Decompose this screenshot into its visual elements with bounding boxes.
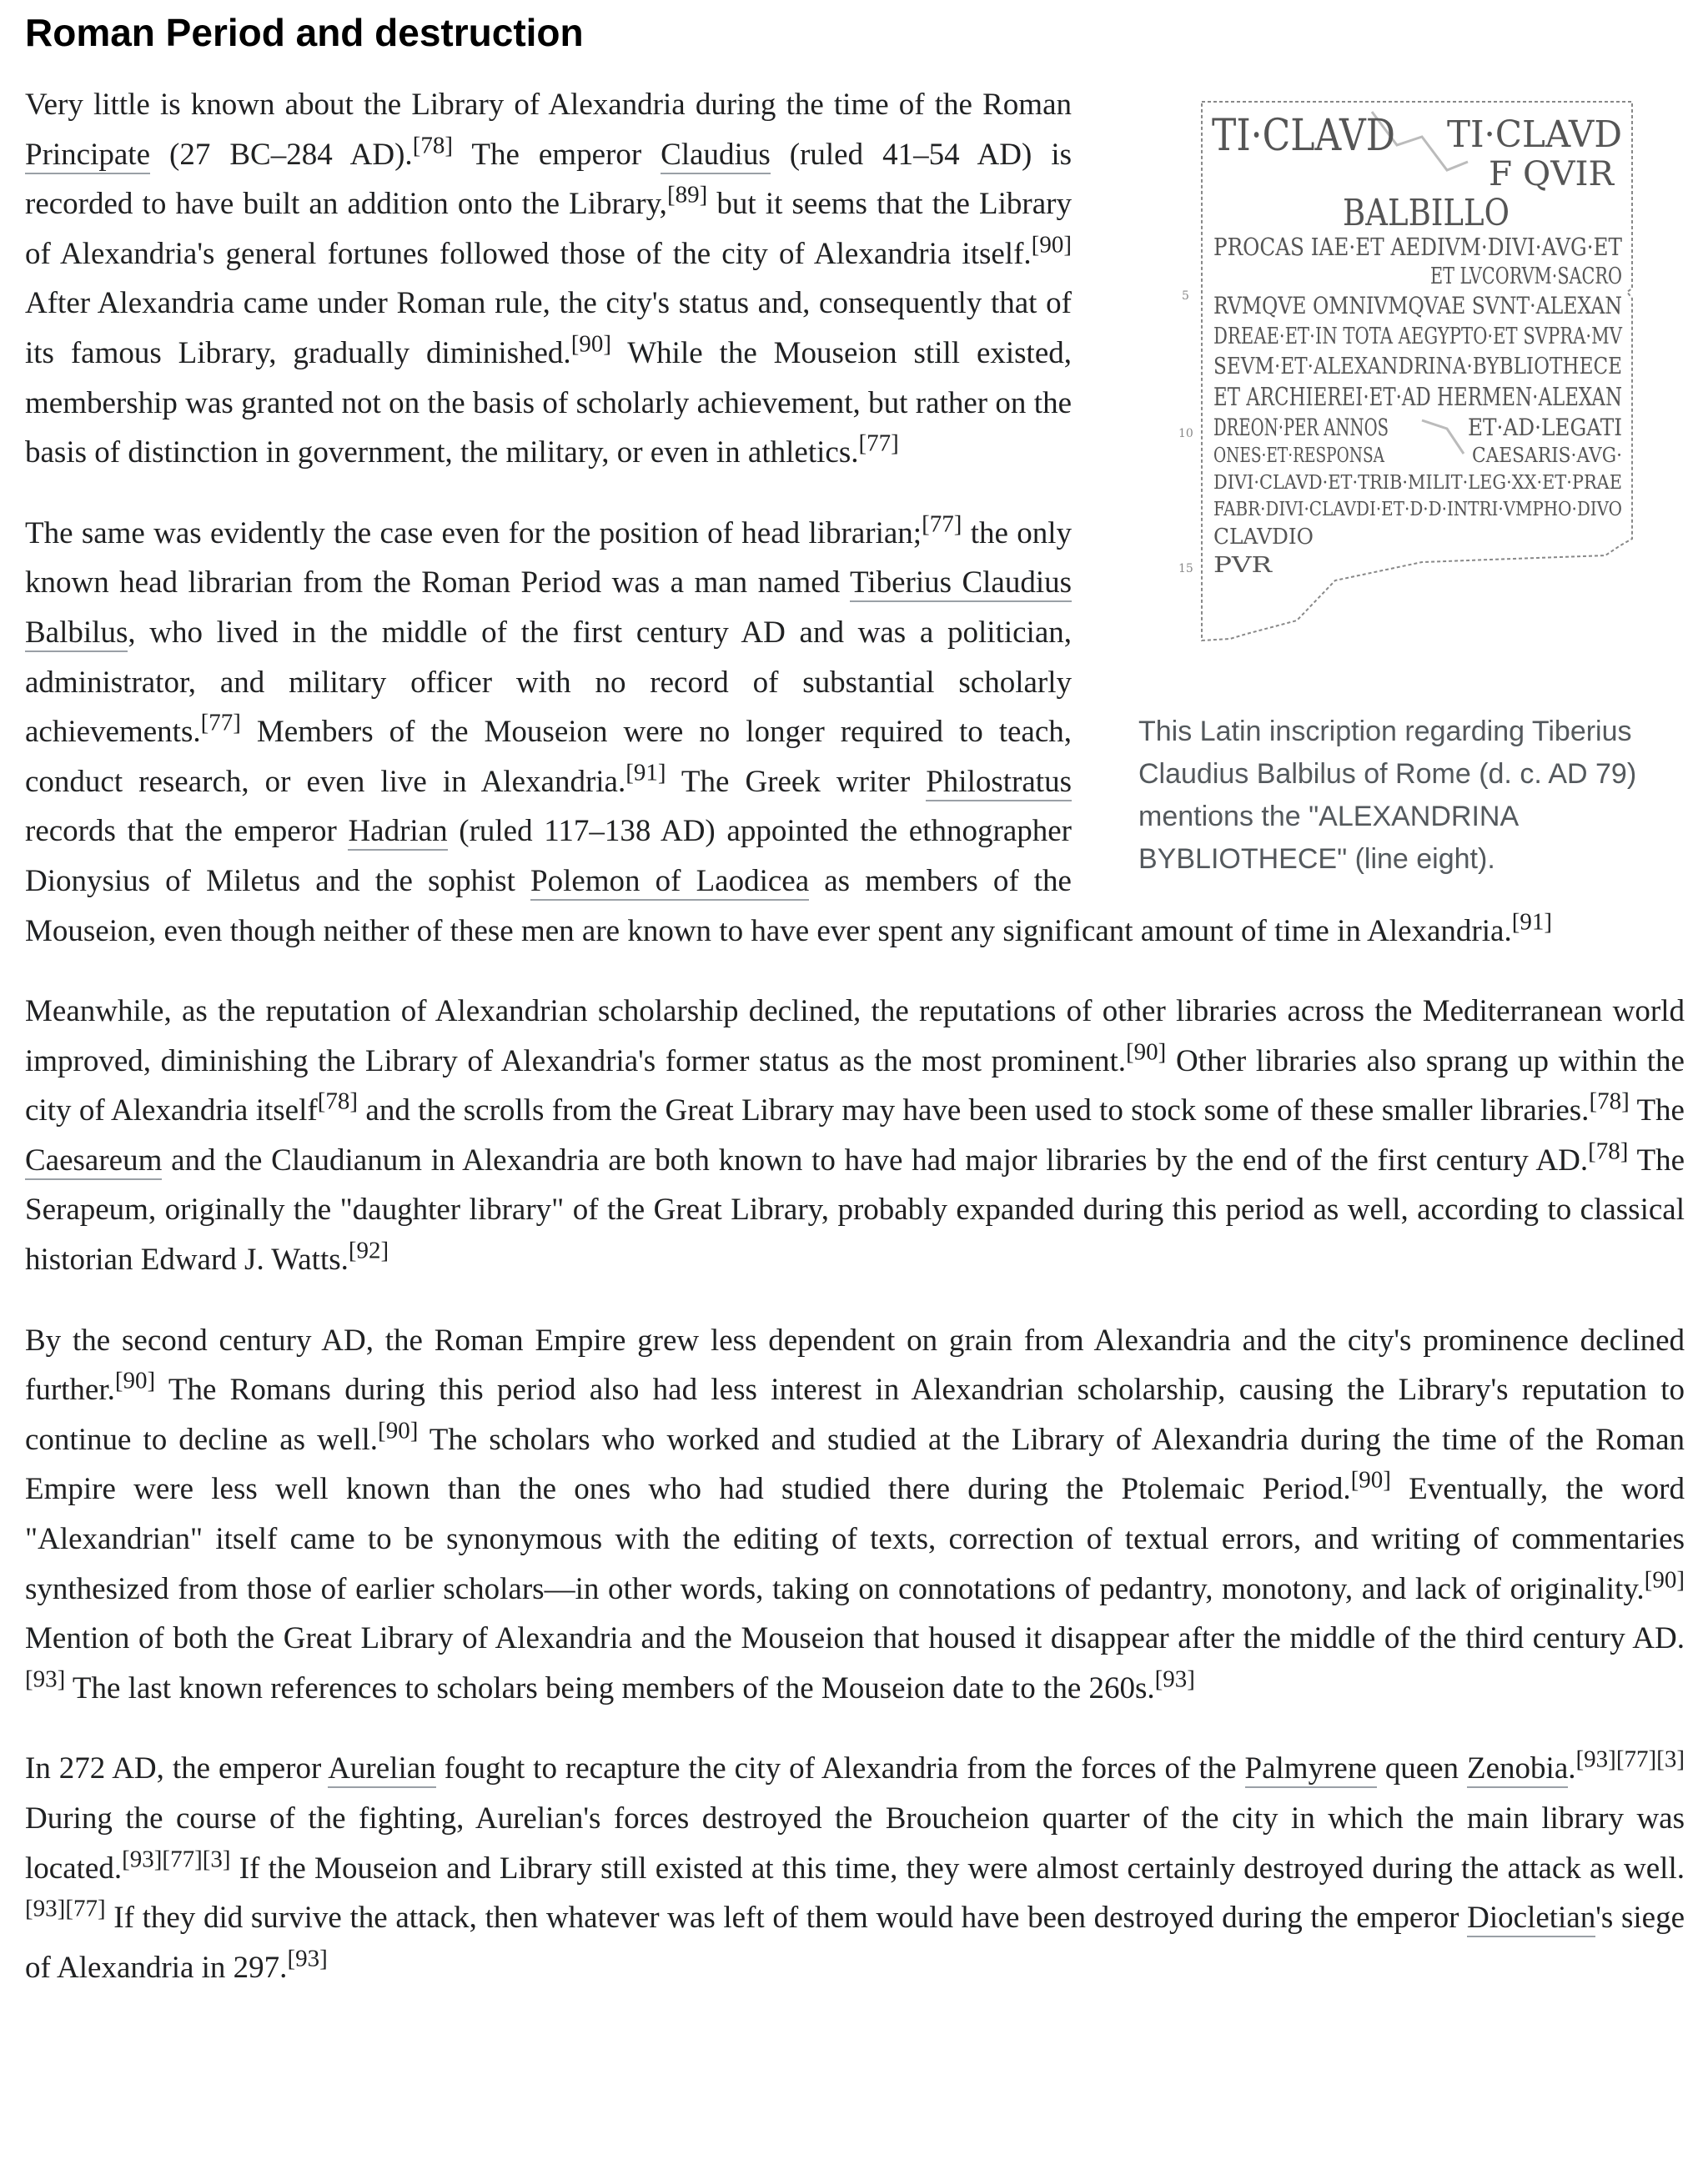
paragraph xyxy=(25,1316,1685,1714)
line-number: 10 xyxy=(1178,427,1193,440)
link-caesareum[interactable]: Caesareum xyxy=(25,1143,162,1180)
section-content xyxy=(25,80,1685,1992)
paragraph xyxy=(25,987,1685,1285)
text-run: but it seems that the Library of Alexandria's general fortunes followed those of the city of Alexandria itself. xyxy=(25,187,1072,271)
link-philostratus[interactable]: Philostratus xyxy=(926,765,1072,801)
citation-93[interactable]: [93] xyxy=(25,1665,66,1693)
text-run: and the scrolls from the Great Library may have been used to stock some of these smaller libraries. xyxy=(358,1093,1590,1128)
inscription-line: CLAVDIO xyxy=(1213,525,1314,550)
text-run: 's siege of Alexandria in 297. xyxy=(25,1901,1685,1985)
inscription-line: RVMQVE OMNIVMQVAE SVNT·ALEXAN xyxy=(1213,292,1622,319)
text-run: In 272 AD, the emperor xyxy=(25,1751,329,1786)
citation-78[interactable]: [78] xyxy=(1588,1138,1629,1165)
text-run: After Alexandria came under Roman rule, the city's status and, consequently that of its famous Library, gradually diminished. xyxy=(25,286,1072,370)
citation-3[interactable]: [3] xyxy=(1656,1746,1685,1774)
inscription-line: ET ARCHIEREI·ET·AD HERMEN·ALEXAN xyxy=(1213,383,1622,412)
inscription-line: SEVM·ET·ALEXANDRINA·BYBLIOTHECE xyxy=(1213,354,1622,379)
inscription-line: DREAE·ET·IN TOTA AEGYPTO·ET SVPRA·MV xyxy=(1213,324,1623,349)
citation-77[interactable]: [77] xyxy=(858,429,899,457)
citation-90[interactable]: [90] xyxy=(1644,1566,1685,1594)
text-run: (27 BC–284 AD). xyxy=(150,137,413,172)
inscription-figure xyxy=(1138,95,1685,881)
citation-91[interactable]: [91] xyxy=(1511,908,1553,936)
link-palmyrene[interactable]: Palmyrene xyxy=(1245,1751,1377,1788)
inscription-line: DREON·PER ANNOS xyxy=(1213,414,1389,441)
text-run: The scholars who worked and studied at the Library of Alexandria during the time of the Roman Empire were less well known than the ones who had studied there during the Ptolemaic Period. xyxy=(25,1422,1685,1507)
citation-90[interactable]: [90] xyxy=(1031,231,1072,259)
link-zenobia[interactable]: Zenobia xyxy=(1467,1751,1568,1788)
text-run: fought to recapture the city of Alexandria from the forces of the xyxy=(435,1751,1245,1786)
text-run: as members of the Mouseion, even though neither of these men are known to have ever spent any significant amount of time in Alexandria. xyxy=(25,863,1512,948)
citation-93[interactable]: [93] xyxy=(1575,1746,1616,1774)
article-section xyxy=(25,0,1685,2023)
citation-90[interactable]: [90] xyxy=(1126,1038,1167,1066)
text-run: the only known head librarian from the Roman Period was a man named xyxy=(25,515,1073,600)
citation-77[interactable]: [77] xyxy=(922,510,962,538)
inscription-line: BALBILLO xyxy=(1343,192,1510,234)
text-run: (ruled 117–138 AD) appointed the ethnographer Dionysius of Miletus and the sophist xyxy=(25,814,1072,898)
text-run: The Romans during this period also had less interest in Alexandrian scholarship, causing the Library's reputation to continue to decline as well. xyxy=(25,1373,1685,1457)
citation-77[interactable]: [77] xyxy=(1615,1746,1657,1774)
citation-90[interactable]: [90] xyxy=(378,1417,419,1444)
text-run: Very little is known about the Library of Alexandria during the time of the Roman xyxy=(25,88,1072,122)
link-tiberius-claudius-balbilus[interactable]: Tiberius Claudius Balbilus xyxy=(25,565,1072,652)
text-run: The Serapeum, originally the "daughter library" of the Great Library, probably expanded during this period as well, according to classical historian Edward J. Watts. xyxy=(25,1143,1685,1278)
text-run: Meanwhile, as the reputation of Alexandrian scholarship declined, the reputations of other libraries across the Mediterranean world improved, diminishing the Library of Alexandria's former status as the most prominent. xyxy=(25,994,1685,1078)
text-run: The emperor xyxy=(453,137,661,172)
citation-77[interactable]: [77] xyxy=(162,1846,203,1873)
inscription-line: FABR·DIVI·CLAVDI·ET·D·D·INTRI·VMPHO·DIVO xyxy=(1213,499,1622,520)
link-hadrian[interactable]: Hadrian xyxy=(348,814,447,851)
inscription-line: DIVI·CLAVD·ET·TRIB·MILIT·LEG·XX·ET·PRAE xyxy=(1213,472,1622,494)
paragraph xyxy=(25,1744,1685,1992)
citation-90[interactable]: [90] xyxy=(570,330,612,358)
text-run: By the second century AD, the Roman Empire grew less dependent on grain from Alexandria and the city's prominence declined further. xyxy=(25,1323,1685,1408)
text-run: The same was evidently the case even for the position of head librarian; xyxy=(25,515,922,550)
link-diocletian[interactable]: Diocletian xyxy=(1467,1901,1595,1937)
citation-93[interactable]: [93] xyxy=(1154,1665,1195,1693)
text-run: Other libraries also sprang up within the city of Alexandria itself xyxy=(25,1043,1685,1128)
line-number: 5 xyxy=(1182,289,1189,303)
text-run: records that the emperor xyxy=(25,814,349,849)
text-run: If they did survive the attack, then whatever was left of them would have been destroyed during the emperor xyxy=(105,1901,1468,1936)
inscription-line: ONES·ET·RESPONSA xyxy=(1213,444,1385,467)
citation-90[interactable]: [90] xyxy=(114,1367,156,1394)
link-principate[interactable]: Principate xyxy=(25,138,150,174)
text-run: If the Mouseion and Library still existed at this time, they were almost certainly destroyed during the attack as well. xyxy=(230,1851,1685,1886)
inscription-line: PROCAS IAE·ET AEDIVM·DIVI·AVG·ET xyxy=(1213,233,1623,261)
text-run: . xyxy=(1568,1751,1576,1786)
citation-77[interactable]: [77] xyxy=(65,1895,106,1922)
section-heading: Roman Period and destruction xyxy=(25,11,584,54)
latin-inscription-image[interactable] xyxy=(1172,95,1639,696)
inscription-line: ET·AD·LEGATI xyxy=(1468,414,1622,441)
citation-78[interactable]: [78] xyxy=(317,1088,359,1115)
inscription-line: CAESARIS·AVG· xyxy=(1472,444,1622,467)
text-run: While the Mouseion still existed, membership was granted not on the basis of scholarly achievement, but rather on the basis of distinction in government, the military, or even in athletics. xyxy=(25,335,1073,470)
line-number: 15 xyxy=(1178,562,1193,575)
inscription-line: TI·CLAVD xyxy=(1447,113,1622,156)
figure-caption: This Latin inscription regarding Tiberius Claudius Balbilus of Rome (d. c. AD 79) mentions the "ALEXANDRINA BYBLIOTHECE" (line eight). xyxy=(1138,716,1637,875)
text-run: Members of the Mouseion were no longer required to teach, conduct research, or even live in Alexandria. xyxy=(25,715,1072,799)
text-run: The xyxy=(1629,1093,1685,1128)
citation-93[interactable]: [93] xyxy=(25,1895,66,1922)
text-run: and the Claudianum in Alexandria are both known to have had major libraries by the end of the first century AD. xyxy=(162,1143,1589,1178)
text-run: The Greek writer xyxy=(666,764,927,799)
text-run: The last known references to scholars being members of the Mouseion date to the 260s. xyxy=(65,1670,1155,1705)
citation-93[interactable]: [93] xyxy=(122,1846,163,1873)
link-claudius[interactable]: Claudius xyxy=(661,138,771,174)
citation-77[interactable]: [77] xyxy=(200,709,241,736)
citation-89[interactable]: [89] xyxy=(666,181,708,208)
link-polemon-of-laodicea[interactable]: Polemon of Laodicea xyxy=(530,864,809,901)
citation-78[interactable]: [78] xyxy=(412,132,454,159)
citation-90[interactable]: [90] xyxy=(1350,1467,1391,1494)
citation-78[interactable]: [78] xyxy=(1589,1088,1630,1115)
link-aurelian[interactable]: Aurelian xyxy=(328,1751,435,1788)
citation-92[interactable]: [92] xyxy=(348,1237,389,1264)
inscription-line: F QVIR xyxy=(1489,155,1615,193)
text-run: queen xyxy=(1376,1751,1468,1786)
text-run: , who lived in the middle of the first century AD and was a politician, administrator, and military officer with no record of substantial scholarly achievements. xyxy=(25,615,1072,750)
citation-91[interactable]: [91] xyxy=(625,759,666,786)
citation-93[interactable]: [93] xyxy=(287,1945,328,1972)
inscription-line: ET LVCORVM·SACRO xyxy=(1430,264,1622,289)
text-run: Mention of both the Great Library of Alexandria and the Mouseion that housed it disappear after the middle of the third century AD. xyxy=(25,1621,1685,1656)
text-run: Eventually, the word "Alexandrian" itself came to be synonymous with the editing of texts, correction of textual errors, and writing of commentaries synthesized from those of earlier scholars—in other words, taking on connotations of pedantry, monotony, and lack of originality. xyxy=(25,1472,1685,1606)
text-run: During the course of the fighting, Aurelian's forces destroyed the Broucheion quarter of the city in which the main library was located. xyxy=(25,1801,1685,1886)
text-run: (ruled 41–54 AD) is recorded to have built an addition onto the Library, xyxy=(25,137,1073,222)
inscription-line: TI·CLAVD xyxy=(1212,111,1395,161)
inscription-line: PVR xyxy=(1213,553,1273,578)
citation-3[interactable]: [3] xyxy=(202,1846,231,1873)
